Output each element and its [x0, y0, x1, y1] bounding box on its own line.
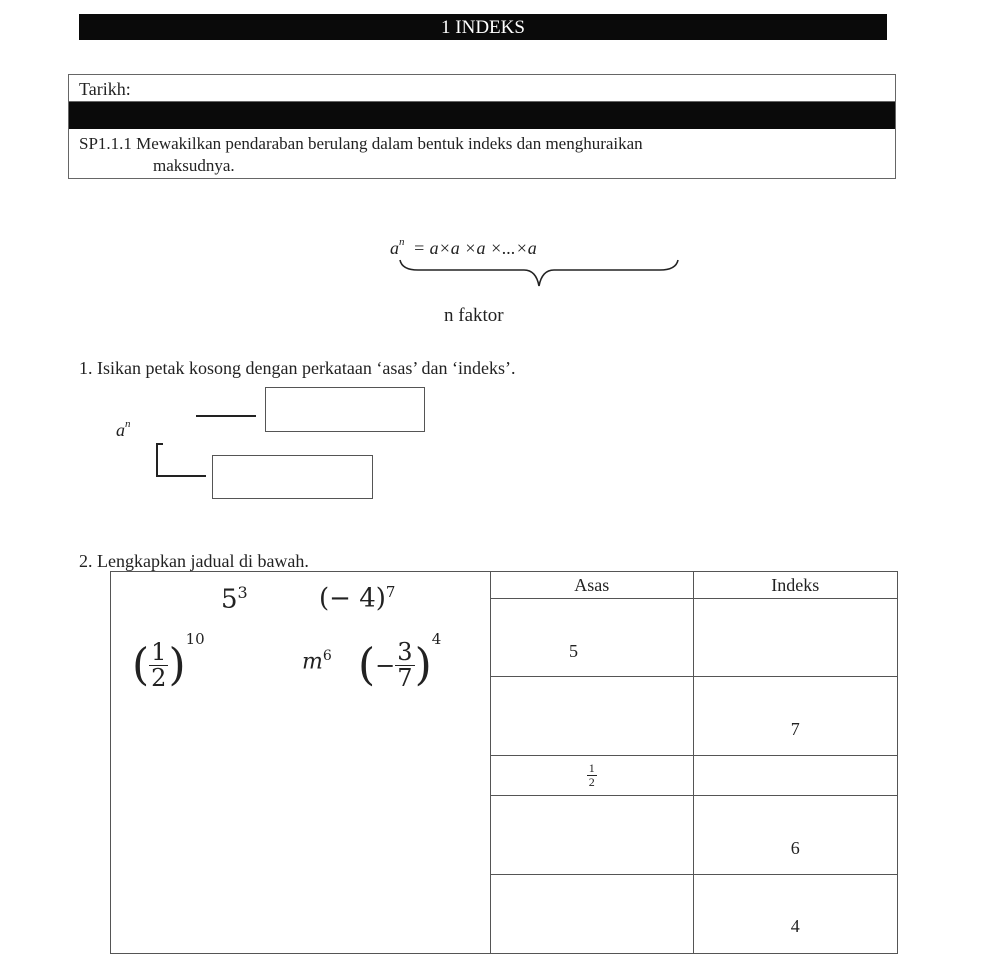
- table-row: [491, 796, 898, 875]
- table-row: [491, 875, 898, 954]
- asas-cell[interactable]: 5: [491, 599, 694, 677]
- formula-rhs: = a×a ×a ×...×a: [413, 238, 537, 258]
- expr-neg4-pow7: (− 4)$^7$: [319, 583, 396, 614]
- learning-standard: [69, 129, 895, 177]
- asas-cell[interactable]: [491, 796, 694, 875]
- expr-neg3over7-pow4: (− $\frac{3}{7}$ )$^4$: [358, 630, 442, 692]
- exponent-answer-box[interactable]: [265, 387, 425, 432]
- header-indeks: Indeks: [693, 572, 897, 599]
- indeks-cell[interactable]: 7: [693, 677, 897, 756]
- indeks-cell[interactable]: [693, 599, 897, 677]
- index-formula: [390, 236, 537, 259]
- header-asas: Asas: [491, 572, 694, 599]
- date-label: Tarikh:: [69, 75, 895, 102]
- formula-exponent: n: [399, 236, 405, 248]
- indeks-cell[interactable]: 6: [693, 796, 897, 875]
- expr-m-pow6: $m^6$: [302, 648, 332, 675]
- table-row: [491, 677, 898, 756]
- indeks-cell[interactable]: 4: [693, 875, 897, 954]
- info-box: [68, 74, 896, 179]
- table-row: [491, 599, 898, 677]
- black-divider: [69, 102, 895, 129]
- q1-exponent: n: [125, 418, 131, 430]
- expr-5-cubed: $5^3$: [221, 583, 248, 615]
- standard-line-1: SP1.1.1 Mewakilkan pendaraban berulang dalam bentuk indeks dan menghuraikan: [79, 134, 643, 153]
- answer-table: [490, 571, 898, 954]
- indeks-cell[interactable]: [693, 756, 897, 796]
- q1-base: a: [116, 420, 125, 440]
- standard-line-2: maksudnya.: [153, 156, 235, 175]
- asas-cell[interactable]: $\frac{1}{2}$: [491, 756, 694, 796]
- formula-base: a: [390, 238, 399, 258]
- expr-half-pow10: ( $\frac{1}{2}$ )$^{10}$: [132, 630, 205, 692]
- base-answer-box[interactable]: [212, 455, 373, 499]
- q1-power: [116, 418, 131, 441]
- asas-cell[interactable]: [491, 677, 694, 756]
- asas-cell[interactable]: [491, 875, 694, 954]
- brace-label: n faktor: [444, 305, 504, 326]
- table-row: [491, 756, 898, 796]
- question-2: 2. Lengkapkan jadual di bawah.: [79, 551, 309, 571]
- underbrace: [398, 258, 680, 298]
- page-title: 1 INDEKS: [79, 14, 887, 40]
- expressions-panel: [110, 571, 491, 954]
- question-1: 1. Isikan petak kosong dengan perkataan ‘asas’ dan ‘indeks’.: [79, 358, 516, 378]
